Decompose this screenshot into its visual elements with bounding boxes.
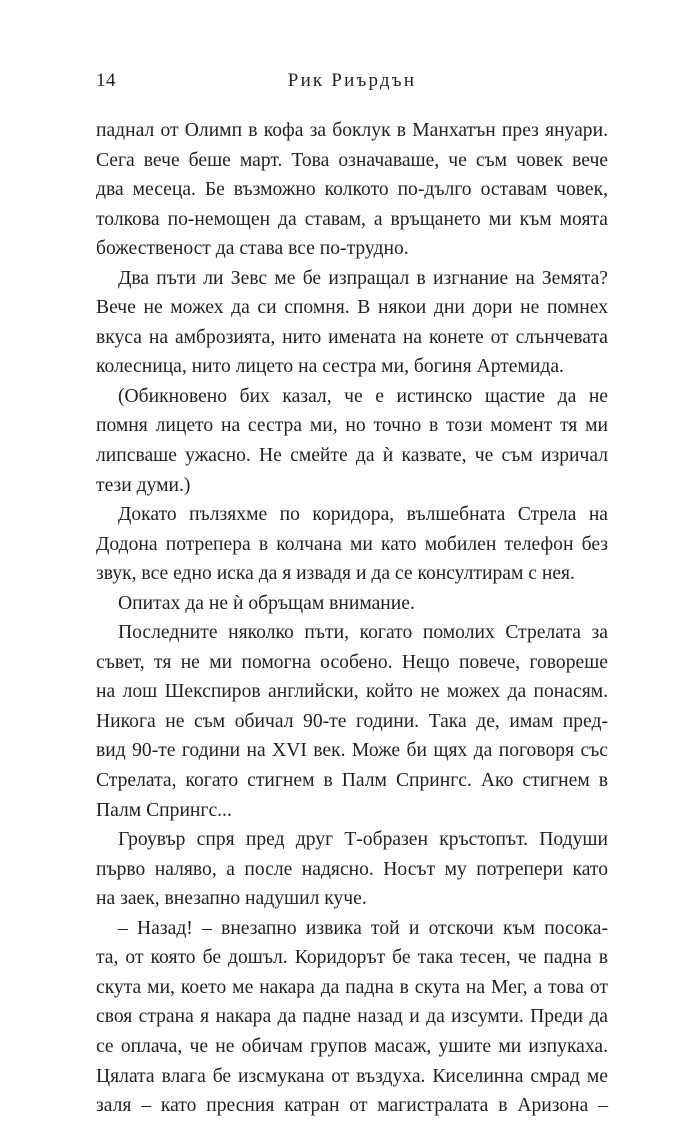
running-head-author: Рик Риърдън [287, 70, 417, 91]
text-line: Додона потрепера в колчана ми като мобилен телефон без [96, 533, 608, 555]
text-line: скута ми, което ме накара да падна в скута на Мег, а това от [96, 976, 608, 998]
text-line: Палм Спрингс... [96, 799, 232, 821]
page-number: 14 [96, 70, 116, 91]
text-line: та, от която бе дошъл. Коридорът бе така тесен, че падна в [96, 947, 608, 969]
text-line: Сега вече беше март. Това означаваше, че съм човек вече [96, 149, 608, 171]
text-line: божественост да става все по-трудно. [96, 238, 409, 260]
text-line: своя страна я накара да падне назад и да изсумти. Преди да [96, 1006, 608, 1028]
text-line: (Обикновено бих казал, че е истинско щастие да не [118, 385, 608, 407]
text-line: колесница, нито лицето на сестра ми, богиня Артемида. [96, 356, 564, 378]
text-line: два месеца. Бе възможно колкото по-дълго оставам човек, [96, 179, 608, 201]
text-line: Два пъти ли Зевс ме бе изпращал в изгнание на Земята? [118, 267, 608, 289]
text-line: звук, все едно иска да я извадя и да се консултирам с нея. [96, 563, 575, 585]
text-line: вкуса на амброзията, нито имената на конете от слънчевата [96, 326, 608, 348]
text-line: тези думи.) [96, 474, 191, 496]
text-line: Последните няколко пъти, когато помолих Стрелата за [118, 622, 608, 644]
text-line: Вече не можех да си спомня. В някои дни дори не помнех [96, 297, 608, 319]
text-line: Стрелата, когато стигнем в Палм Спрингс. Ако стигнем в [96, 770, 608, 792]
text-line: се оплача, че не обичам групов масаж, ушите ми изпукаха. [96, 1035, 608, 1057]
text-line: – Назад! – внезапно извика той и отскочи към посока- [118, 917, 608, 939]
text-line: помня лицето на сестра ми, но точно в този момент тя ми [96, 415, 608, 437]
text-line: Цялата влага бе изсмукана от въздуха. Киселинна смрад ме [96, 1065, 608, 1087]
text-line: Гроувър спря пред друг Т-образен кръстопът. Подуши [118, 829, 608, 851]
text-line: паднал от Олимп в кофа за боклук в Манхатън през януари. [96, 120, 608, 141]
text-line: на заек, внезапно надушил куче. [96, 888, 367, 910]
text-line: Докато пълзяхме по коридора, вълшебната Стрела на [118, 504, 608, 526]
text-line: Опитах да не ѝ обръщам внимание. [118, 592, 415, 614]
text-line: Никога не съм обичал 90-те години. Така де, имам пред- [96, 710, 608, 732]
text-line: на лош Шекспиров английски, който не можех да понасям. [96, 681, 608, 703]
text-line: липсваше ужасно. Не смейте да ѝ казвате, че съм изричал [96, 445, 608, 467]
text-line: съвет, тя не ми помогна особено. Нещо повече, говореше [96, 651, 608, 673]
text-line: толкова по-немощен да ставам, а връщането ми към моята [96, 208, 608, 230]
body-text [96, 116, 608, 1121]
text-line: заля – като пресния катран от магистралата в Аризона – [96, 1095, 608, 1117]
running-head [96, 70, 608, 96]
text-line: вид 90-те години на XVI век. Може би щях да поговоря със [96, 740, 608, 762]
text-line: първо наляво, а после надясно. Носът му потрепери като [96, 858, 608, 880]
